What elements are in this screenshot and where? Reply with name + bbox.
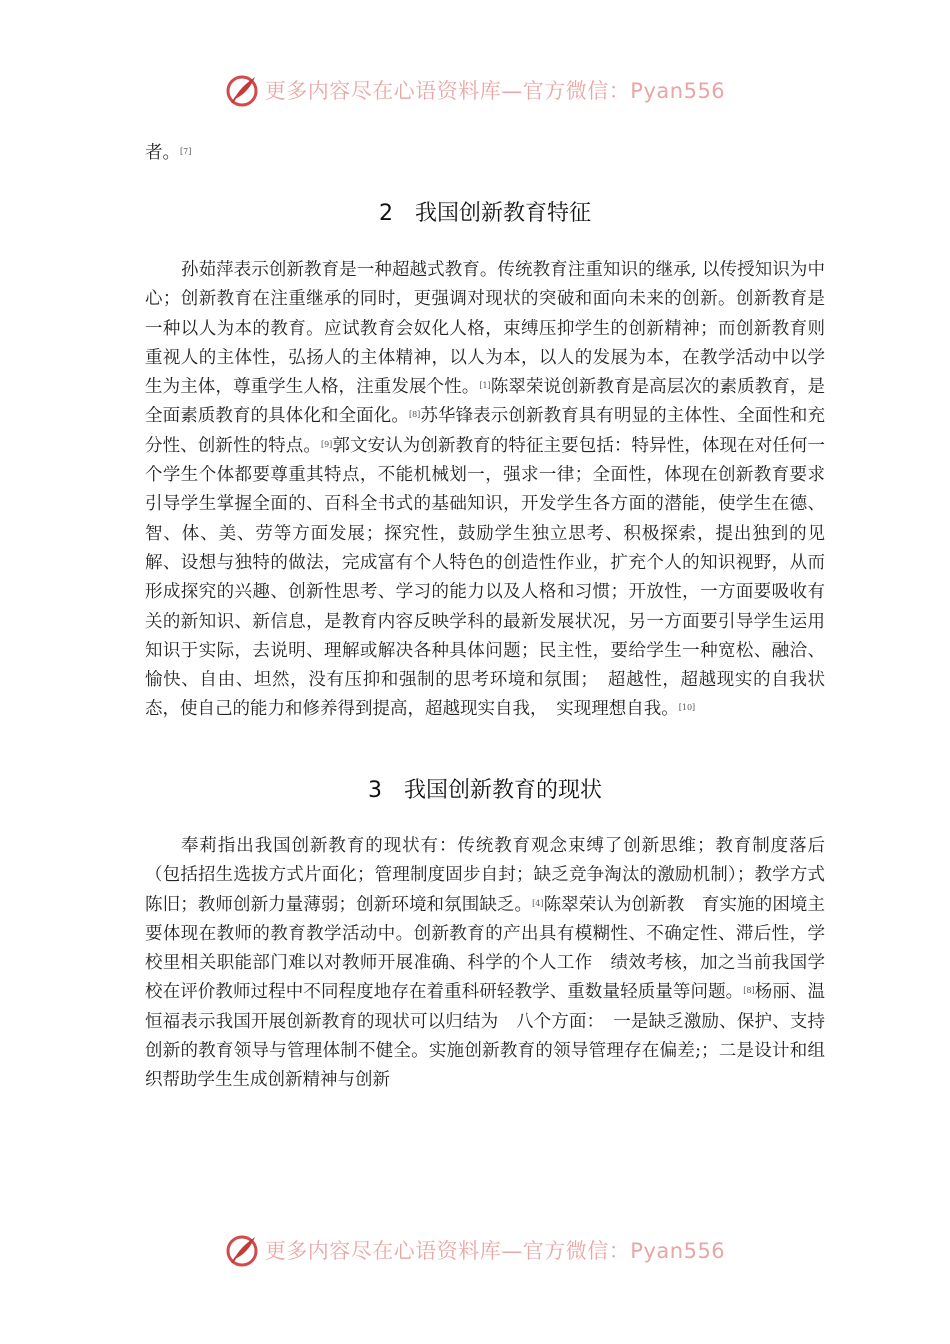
section-2-heading [145, 196, 825, 227]
quill-logo-icon [225, 1232, 261, 1268]
citation: [4] [532, 898, 544, 908]
section-number: 2 [378, 201, 393, 226]
section-3-body [145, 832, 825, 1096]
citation: [8] [743, 986, 755, 996]
watermark-header [0, 72, 950, 108]
watermark-text: 更多内容尽在心语资料库—官方微信：Pyan556 [264, 79, 726, 103]
section-3-heading [145, 773, 825, 804]
section-2-body [145, 256, 825, 725]
citation: [1] [479, 381, 491, 391]
body-paragraph: 奉莉指出我国创新教育的现状有：传统教育观念束缚了创新思维；教育制度落后（包括招生选拔方式片面化；管理制度固步自封；缺乏竞争淘汰的激励机制）；教学方式陈旧；教师创新力量薄弱；创新环境和氛围缺乏。[4]陈翠荣认为创新教 育实施的困境主要体现在教师的教育教学活动中。创新教育的产出具有模糊性、不确定性、滞后性，学校里相关职能部门难以对教师开展准确、科学的个人工作 绩效考核，加之当前我国学校在评价教师过程中不同程度地存在着重科研轻教学、重数量轻质量等问题。[8]杨丽、温恒福表示我国开展创新教育的现状可以归结为 八个方面： 一是缺乏激励、保护、支持创新的教育领导与管理体制不健全。实施创新教育的领导管理存在偏差;；二是设计和组织帮助学生生成创新精神与创新 [145, 836, 826, 1091]
lead-line [145, 139, 825, 168]
section-title: 我国创新教育特征 [414, 201, 591, 226]
watermark-text: 更多内容尽在心语资料库—官方微信：Pyan556 [264, 1239, 726, 1263]
citation: [7] [180, 147, 192, 156]
watermark-footer [0, 1232, 950, 1268]
section-number: 3 [367, 778, 382, 803]
section-title: 我国创新教育的现状 [403, 778, 602, 803]
citation: [9] [320, 439, 333, 449]
citation: [10] [678, 703, 696, 713]
lead-text: 者。 [145, 143, 180, 163]
citation: [8] [408, 410, 421, 420]
body-paragraph: 孙茹萍表示创新教育是一种超越式教育。传统教育注重知识的继承, 以传授知识为中心；创新教育在注重继承的同时，更强调对现状的突破和面向未来的创新。创新教育是一种以人为本的教育。应试教育会奴化人格，束缚压抑学生的创新精神；而创新教育则重视人的主体性，弘扬人的主体精神，以人为本，以人的发展为本，在教学活动中以学生为主体，尊重学生人格，注重发展个性。[1]陈翠荣说创新教育是高层次的素质教育，是全面素质教育的具体化和全面化。[8]苏华锋表示创新教育具有明显的主体性、全面性和充分性、创新性的特点。[9]郭文安认为创新教育的特征主要包括：特异性，体现在对任何一个学生个体都要尊重其特点，不能机械划一，强求一律；全面性，体现在创新教育要求引导学生掌握全面的、百科全书式的基础知识，开发学生各方面的潜能，使学生在德、智、体、美、劳等方面发展；探究性，鼓励学生独立思考、积极探索，提出独到的见解、设想与独特的做法，完成富有个人特色的创造性作业，扩充个人的知识视野，从而形成探究的兴趣、创新性思考、学习的能力以及人格和习惯；开放性，一方面要吸收有关的新知识、新信息，是教育内容反映学科的最新发展状况，另一方面要引导学生运用知识于实际，去说明、理解或解决各种具体问题；民主性，要给学生一种宽松、融洽、愉快、自由、坦然，没有压抑和强制的思考环境和氛围； 超越性，超越现实的自我状态，使自己的能力和修养得到提高，超越现实自我， 实现理想自我。[10] [145, 260, 826, 720]
quill-logo-icon [225, 72, 261, 108]
